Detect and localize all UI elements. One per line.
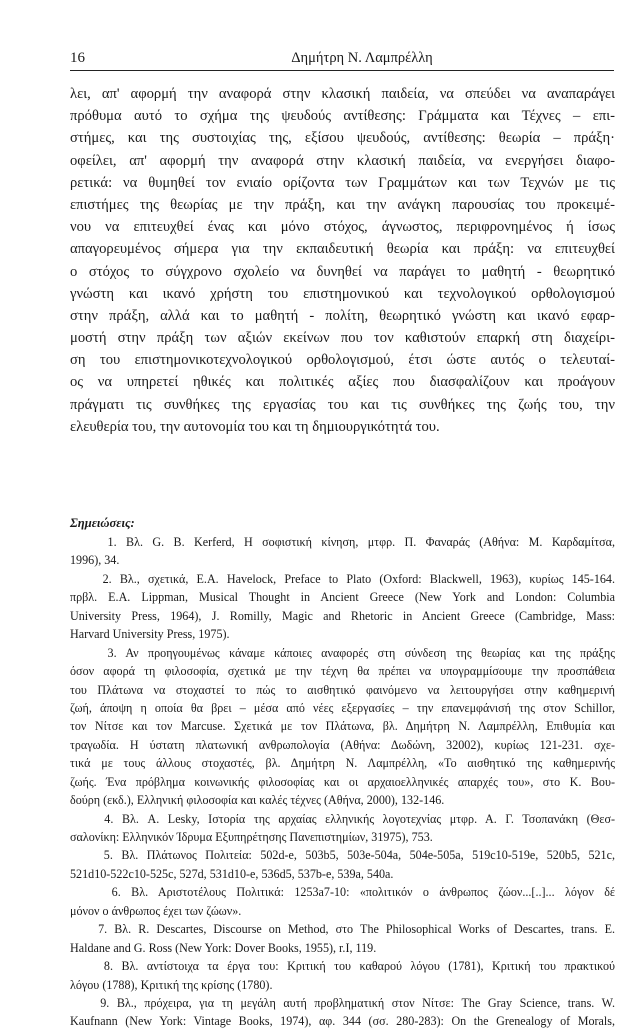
note-line: Haldane and G. Ross (New York: Dover Books, 1955), r.I, 119. (70, 940, 377, 955)
note-line: 8. Βλ. αντίστοιχα τα έργα του: Κριτική του καθαρού λόγου (1781), Κριτική του πρακτικού (70, 959, 615, 974)
notes-section (70, 514, 615, 1031)
body-line: ση του επιστημονικοτεχνολογικού ορθολογισμού, έτσι ώστε αυτός ο τελευταί- (70, 352, 615, 369)
body-line: πράγματι τις συνθήκες της εργασίας του και τις συνθήκες της ζωής του, την (70, 396, 615, 413)
note-line: του Πλάτωνα να στοχαστεί το πώς το αισθητικό φαινόμενο να λειτουργήσει στην καθημερινή (70, 682, 615, 697)
running-header (70, 50, 614, 71)
note-line: Harvard University Press, 1975). (70, 627, 230, 642)
page-number: 16 (70, 50, 85, 66)
body-line: οφείλει, απ' αφορμή την αναφορά στην κλασική παιδεία, να ενεργήσει διαφο- (70, 152, 615, 169)
note-line: 2. Βλ., σχετικά, E.A. Havelock, Preface to Plato (Oxford: Blackwell, 1963), κυρίως 145-164. (70, 571, 615, 586)
note-line: πρβλ. E.A. Lippman, Musical Thought in Ancient Greece (New York and London: Columbia (70, 590, 615, 605)
body-line: στην πράξη, αλλά και το μαθητή - πολίτη, θεωρητικό γνώστη και ικανό εφαρ- (70, 307, 615, 324)
note-line: δούρη (εκδ.), Ελληνική φιλοσοφία και καλές τέχνες (Αθήνα, 2000), 132-146. (70, 793, 445, 808)
note-line: τικά με τους άλλους στοχαστές, βλ. Δημήτρη Ν. Λαμπρέλλη, «Το αισθητικό της καθημερινής (70, 756, 615, 771)
note-line: 7. Βλ. R. Descartes, Discourse on Method, στο The Philosophical Works of Descartes, trans. E. (70, 922, 615, 937)
body-line: ο στόχος το σύγχρονο σχολείο να δυνηθεί να παράγει το μαθητή - θεωρητικό (70, 263, 615, 280)
running-title: Δημήτρη Ν. Λαμπρέλλη (291, 50, 433, 66)
body-line: ελευθερία του, την αυτονομία του και τη δημιουργικότητά του. (70, 418, 440, 435)
note-line: όσον αφορά τη φιλοσοφία, σχετικά με την τέχνη θα πρέπει να υπογραμμίσουμε την προσπάθεια (70, 664, 615, 679)
note-line: 3. Αν προηγουμένως κάναμε κάποιες αναφορές στη σύνδεση της θεωρίας και της πράξης (70, 645, 615, 660)
body-line: απαγορευμένος σήμερα για την εκπαιδευτική θεωρία και πράξη: να επιτευχθεί (70, 241, 615, 258)
body-line: νου να επιτευχθεί ένας και μόνο στόχος, άγνωστος, περιφρονημένος ή ίσως (70, 219, 615, 236)
note-line: 1. Βλ. G. B. Kerferd, Η σοφιστική κίνηση, μτφρ. Π. Φαναράς (Αθήνα: Μ. Καρδαμίτσα, (70, 535, 615, 549)
body-text (70, 83, 615, 438)
note-line: 6. Βλ. Αριστοτέλους Πολιτικά: 1253a7-10: «πολιτικόν ο άνθρωπος ζώον...[..]... λόγον δέ (70, 885, 615, 900)
body-line: ρετικά: να θυμηθεί τον ενιαίο ορίζοντα των Γραμμάτων και των Τεχνών με τις (70, 174, 615, 191)
note-line: ζωή, άποψη η οποία θα βρει – μέσα από νέες εξεργασίες – την επανεμφάνισή της στον Schillor, (70, 700, 615, 715)
notes-heading: Σημειώσεις: (70, 516, 135, 530)
note-line: τον Νίτσε και τον Marcuse. Σχετικά με τον Πλάτωνα, βλ. Δημήτρη Ν. Λαμπρέλλη, Επιθυμία και (70, 719, 615, 734)
note-line: 1996), 34. (70, 553, 120, 568)
note-line: 521d10-522c10-525c, 527d, 531d10-e, 536d5, 537b-e, 539a, 540a. (70, 866, 394, 881)
note-line: 5. Βλ. Πλάτωνος Πολιτεία: 502d-e, 503b5, 503e-504a, 504e-505a, 519c10-519e, 520b5, 521c, (70, 848, 615, 863)
note-line: Kaufnann (New York: Vintage Books, 1974), αφ. 344 (σσ. 280-283): On the Grenealogy of Morals, (70, 1014, 615, 1029)
note-line: 4. Βλ. A. Lesky, Ιστορία της αρχαίας ελληνικής λογοτεχνίας μτφρ. Α. Γ. Τσοπανάκη (Θεσ- (70, 811, 615, 826)
note-line: λόγου (1788), Κριτική της κρίσης (1780). (70, 977, 273, 992)
note-line: 9. Βλ., πρόχειρα, για τη μεγάλη αυτή προβληματική στον Νίτσε: The Gray Science, trans. W. (70, 995, 615, 1010)
body-line: γνώστη και ικανό χρήστη του επιστημονικού και τεχνολογικού ορθολογισμού (70, 285, 615, 302)
body-line: στήμες, και της συστοιχίας της, εξίσου ψευδούς, αντίθεσης: θεωρία – πράξη· (70, 130, 615, 147)
body-line: ος να υπηρετεί ηθικές και πολιτικές αξίες που διασφαλίζουν και προάγουν (70, 374, 615, 391)
note-line: τραγωδία. Η ύστατη πλατωνική ανθρωπολογία (Αθήνα: Δωδώνη, 32002), κυρίως 121-231. σχε- (70, 737, 615, 752)
note-line: σαλονίκη: Ελληνικόν Ίδρυμα Εξυπηρέτησης Πανεπιστημίων, 31975), 753. (70, 830, 433, 844)
notes-list (70, 533, 615, 1031)
note-line: ζωής. Ένα πρόβλημα κοινωνικής φιλοσοφίας και οι αρχαιοελληνικές απαρχές του», στο Κ. Βου- (70, 774, 615, 789)
body-line: επιστήμες της θεωρίας με την πράξη, και την ανάγκη παρουσίας του προκειμέ- (70, 196, 615, 213)
note-line: μόνον ο άνθρωπος έχει των ζώων». (70, 903, 242, 918)
body-line: πρόθυμα αυτό το σχήμα της ψευδούς αντίθεσης: Γράμματα και Τέχνες – επι- (70, 108, 615, 125)
note-line: University Press, 1964), J. Romilly, Magic and Rhetoric in Ancient Greece (Cambridge, Mass: (70, 608, 615, 623)
body-line: λει, απ' αφορμή την αναφορά στην κλασική παιδεία, να σπεύδει να αναπαράγει (70, 86, 615, 102)
body-line: μοστή στην πράξη των αξιών εκείνων που τον καθιστούν επαρκή στη διαχείρι- (70, 330, 615, 347)
